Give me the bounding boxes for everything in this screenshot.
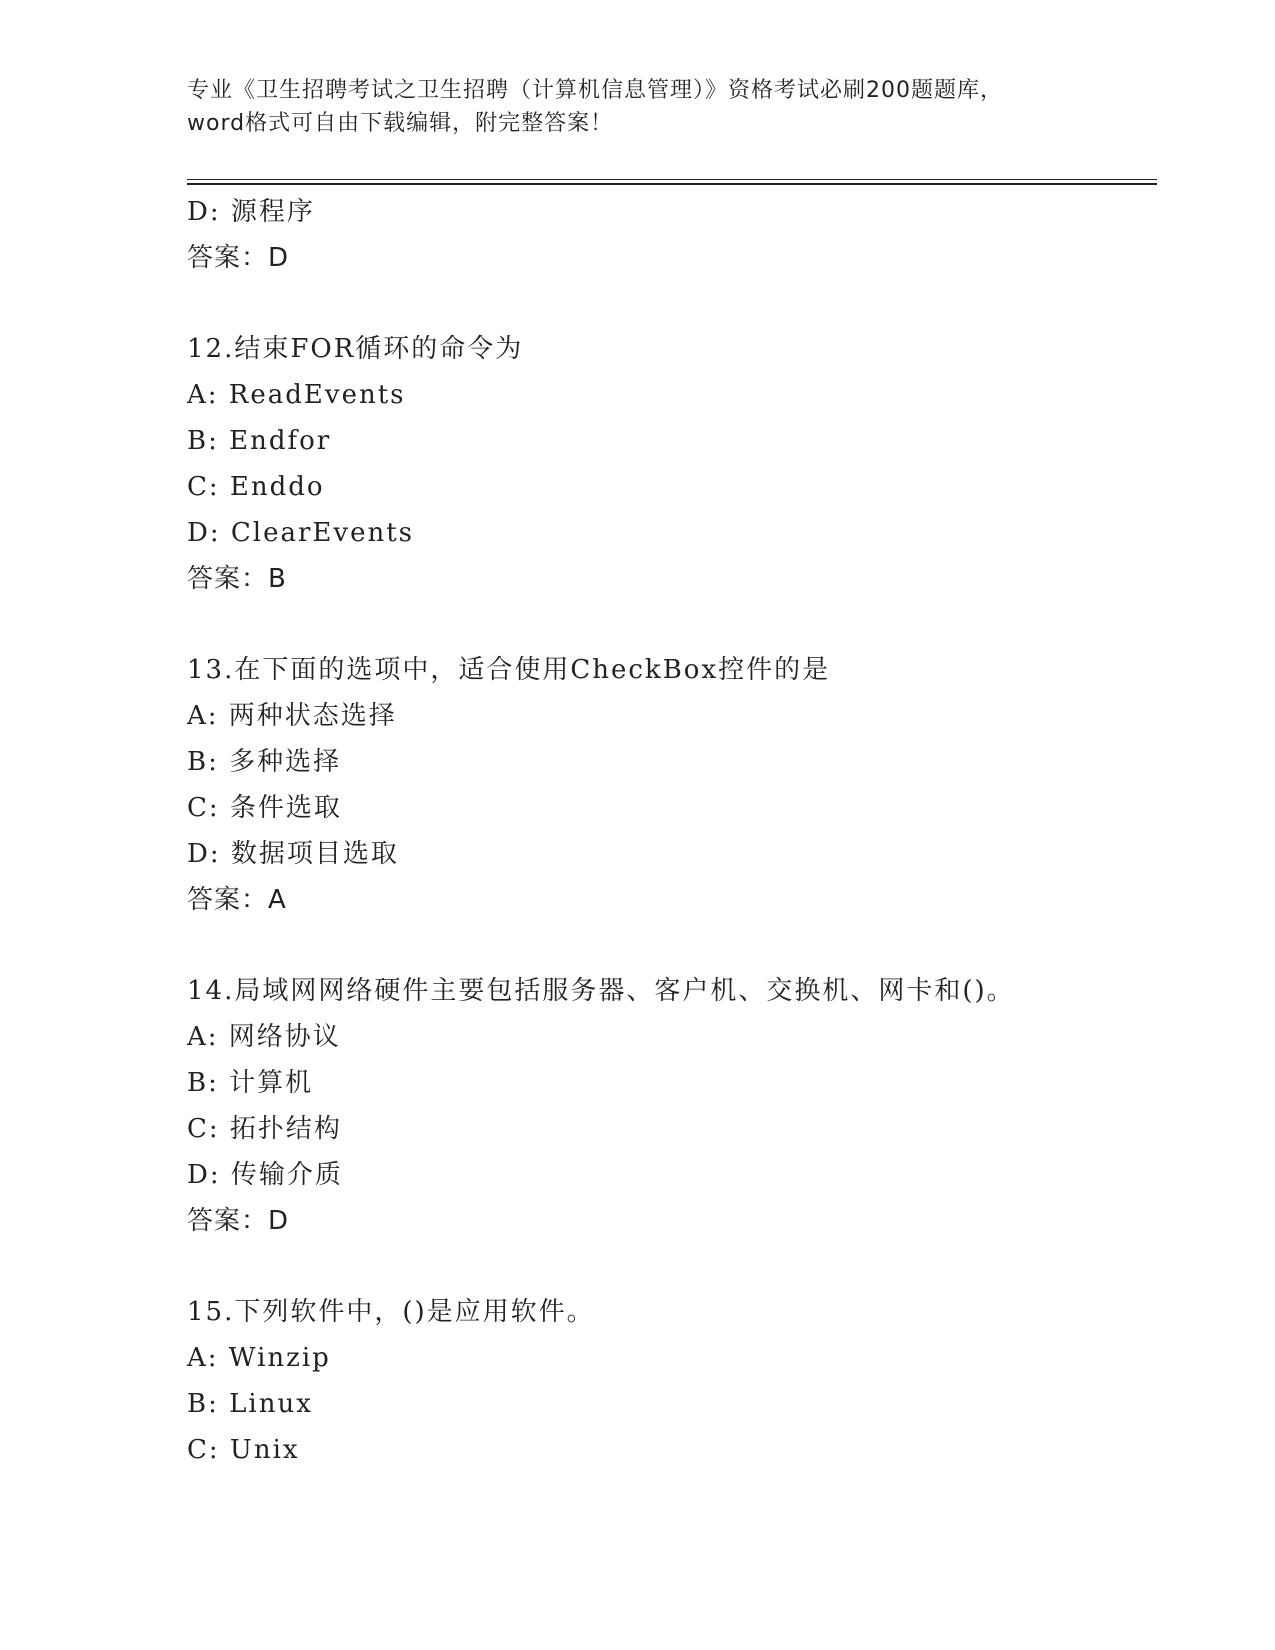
question-text: 14.局域网网络硬件主要包括服务器、客户机、交换机、网卡和()。 bbox=[187, 976, 1015, 1006]
question-text: 15.下列软件中，()是应用软件。 bbox=[187, 1297, 595, 1327]
header-divider-thin bbox=[187, 179, 1157, 180]
answer-line: 答案：B bbox=[187, 564, 287, 594]
document-header bbox=[187, 74, 1087, 140]
option-a: A: Winzip bbox=[187, 1343, 331, 1373]
question-text: 12.结束FOR循环的命令为 bbox=[187, 334, 524, 364]
option-b: B: Endfor bbox=[187, 426, 332, 456]
option-d: D: 传输介质 bbox=[187, 1160, 343, 1190]
question-text: 13.在下面的选项中，适合使用CheckBox控件的是 bbox=[187, 655, 831, 685]
header-divider-thick bbox=[187, 183, 1157, 185]
answer-line: 答案：D bbox=[187, 1206, 290, 1236]
question-list bbox=[187, 189, 1167, 1473]
option-a: A: 网络协议 bbox=[187, 1022, 341, 1052]
option-b: B: 计算机 bbox=[187, 1068, 314, 1098]
option-d: D: 数据项目选取 bbox=[187, 839, 399, 869]
option-c: C: Enddo bbox=[187, 472, 325, 502]
option-c: C: 拓扑结构 bbox=[187, 1114, 342, 1144]
option-b: B: 多种选择 bbox=[187, 747, 342, 777]
header-line-2: word格式可自由下载编辑，附完整答案！ bbox=[187, 111, 614, 136]
answer-line: 答案：A bbox=[187, 885, 287, 915]
option-c: C: Unix bbox=[187, 1435, 300, 1465]
option-a: A: ReadEvents bbox=[187, 380, 406, 410]
header-line-1: 专业《卫生招聘考试之卫生招聘（计算机信息管理）》资格考试必刷200题题库， bbox=[187, 78, 1003, 103]
option-c: C: 条件选取 bbox=[187, 793, 342, 823]
option-b: B: Linux bbox=[187, 1389, 313, 1419]
option-d: D: 源程序 bbox=[187, 197, 315, 227]
answer-line: 答案：D bbox=[187, 243, 290, 273]
option-a: A: 两种状态选择 bbox=[187, 701, 397, 731]
option-d: D: ClearEvents bbox=[187, 518, 414, 548]
